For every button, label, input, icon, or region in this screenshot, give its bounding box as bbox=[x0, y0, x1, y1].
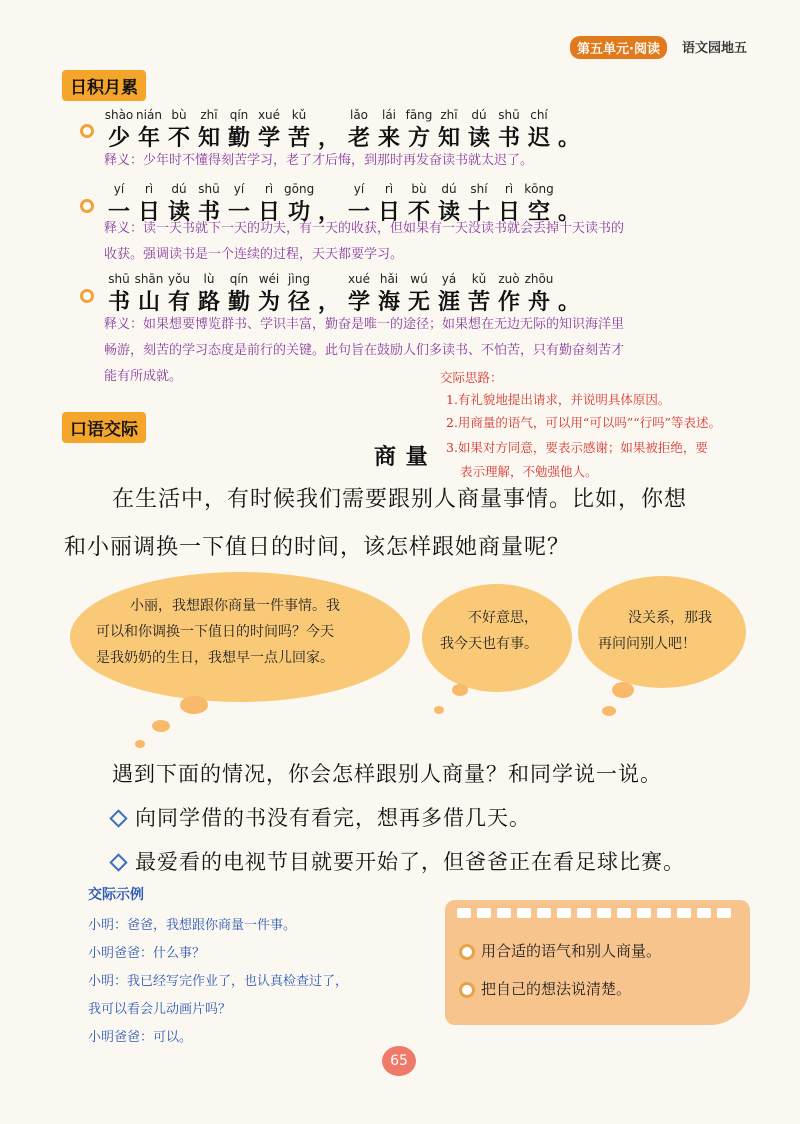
panel-stripe bbox=[457, 908, 471, 918]
panel-stripe bbox=[717, 908, 731, 918]
bubble-tail-dot bbox=[612, 682, 634, 698]
page-number: 65 bbox=[382, 1046, 416, 1076]
hanzi-char: 。 bbox=[557, 290, 580, 315]
hanzi-char: 路 bbox=[197, 290, 220, 315]
bubble-text: 小丽，我想跟你商量一件事情。我 bbox=[130, 598, 340, 614]
hanzi-char: 读 bbox=[467, 126, 490, 151]
example-line: 小明：我已经写完作业了，也认真检查过了， bbox=[88, 974, 349, 989]
hanzi-char: 径 bbox=[287, 290, 310, 315]
bubble-text: 可以和你调换一下值日的时间吗？今天 bbox=[96, 624, 334, 640]
pinyin-syllable: zhōu bbox=[524, 272, 554, 286]
hanzi-char: 日 bbox=[137, 200, 160, 225]
pinyin-syllable: kǔ bbox=[291, 108, 307, 122]
hanzi-char: 老 bbox=[347, 126, 370, 151]
pinyin-syllable: shān bbox=[134, 272, 164, 286]
hanzi-char: 无 bbox=[407, 290, 430, 315]
pinyin-syllable: rì bbox=[384, 182, 394, 196]
hanzi-char: 来 bbox=[377, 126, 400, 151]
pinyin-syllable: wéi bbox=[258, 272, 280, 286]
pinyin-syllable: kǔ bbox=[471, 272, 487, 286]
hanzi-char: 书 bbox=[107, 290, 130, 315]
explain-3b: 畅游，刻苦的学习态度是前行的关键。此句旨在鼓励人们多读书、不怕苦，只有勤奋刻苦才 bbox=[104, 343, 625, 358]
hanzi-char: 读 bbox=[437, 200, 460, 225]
hanzi-char: 山 bbox=[137, 290, 160, 315]
hanzi-char: 一 bbox=[227, 200, 250, 225]
pinyin-syllable: chí bbox=[530, 108, 548, 122]
pinyin-syllable: yí bbox=[233, 182, 245, 196]
pinyin-syllable: rì bbox=[264, 182, 274, 196]
pinyin-syllable: yí bbox=[353, 182, 365, 196]
hanzi-char: 。 bbox=[557, 126, 580, 151]
hanzi-char: 迟 bbox=[527, 126, 550, 151]
pinyin-syllable: jìng bbox=[288, 272, 310, 286]
bubble-tail-dot bbox=[602, 706, 616, 716]
hanzi-char: 书 bbox=[497, 126, 520, 151]
bubble-text: 是我奶奶的生日，我想早一点儿回家。 bbox=[96, 650, 334, 666]
panel-stripe bbox=[637, 908, 651, 918]
hanzi-char: 空 bbox=[527, 200, 550, 225]
note-line-2: 2.用商量的语气，可以用“可以吗”“行吗”等表述。 bbox=[446, 415, 721, 430]
pinyin-syllable: shū bbox=[498, 108, 520, 122]
example-line: 小明爸爸：可以。 bbox=[88, 1030, 193, 1045]
note-title: 交际思路： bbox=[440, 370, 503, 385]
pinyin-syllable: bù bbox=[411, 182, 427, 196]
panel-stripe bbox=[697, 908, 711, 918]
hanzi-char: ， bbox=[317, 290, 340, 315]
hanzi-char: 年 bbox=[137, 126, 160, 151]
hanzi-char: 。 bbox=[557, 200, 580, 225]
bubble-text: 我今天也有事。 bbox=[440, 636, 538, 652]
panel-stripe bbox=[517, 908, 531, 918]
example-line: 我可以看会儿动画片吗？ bbox=[88, 1002, 232, 1017]
pinyin-syllable: shū bbox=[108, 272, 130, 286]
hanzi-char: 为 bbox=[257, 290, 280, 315]
bubble-text: 不好意思， bbox=[468, 610, 538, 626]
hanzi-char: 不 bbox=[167, 126, 190, 151]
pinyin-syllable: shí bbox=[470, 182, 488, 196]
section-title: 语文园地五 bbox=[682, 41, 748, 56]
case-item-1: 向同学借的书没有看完，想再多借几天。 bbox=[112, 802, 531, 832]
panel-stripe bbox=[497, 908, 511, 918]
hanzi-char: 功 bbox=[287, 200, 310, 225]
section-heading-kouyu: 口语交际 bbox=[62, 412, 146, 443]
pinyin-syllable: lù bbox=[203, 272, 215, 286]
bubble-text: 再问问别人吧！ bbox=[598, 636, 696, 652]
pinyin-syllable: lái bbox=[381, 108, 397, 122]
bubble-tail-dot bbox=[152, 720, 170, 732]
panel-stripe bbox=[597, 908, 611, 918]
pinyin-syllable: yǒu bbox=[167, 272, 191, 286]
note-line-1: 1.有礼貌地提出请求，并说明具体原因。 bbox=[446, 392, 671, 407]
panel-stripe bbox=[557, 908, 571, 918]
pinyin-syllable: dú bbox=[441, 182, 457, 196]
pinyin-syllable bbox=[314, 182, 344, 196]
hanzi-char: 知 bbox=[437, 126, 460, 151]
pinyin-syllable: fāng bbox=[405, 108, 433, 122]
unit-tag: 第五单元·阅读 bbox=[570, 36, 667, 59]
intro-line-2: 和小丽调换一下值日的时间，该怎样跟她商量呢？ bbox=[64, 535, 571, 560]
hanzi-char: 一 bbox=[347, 200, 370, 225]
ring-icon bbox=[459, 982, 475, 998]
bubble-tail-dot bbox=[180, 696, 208, 714]
hanzi-char: ， bbox=[317, 200, 340, 225]
panel-stripe bbox=[657, 908, 671, 918]
hanzi-char: 日 bbox=[497, 200, 520, 225]
pinyin-syllable: kōng bbox=[524, 182, 554, 196]
hanzi-char: 读 bbox=[167, 200, 190, 225]
hanzi-char: 少 bbox=[107, 126, 130, 151]
hanzi-char: 勤 bbox=[227, 290, 250, 315]
pinyin-syllable: qín bbox=[229, 108, 249, 122]
pinyin-row-1 bbox=[104, 108, 554, 122]
tips-panel bbox=[445, 900, 750, 1025]
pinyin-syllable: yá bbox=[441, 272, 457, 286]
hanzi-char: 书 bbox=[197, 200, 220, 225]
example-title: 交际示例 bbox=[88, 887, 144, 903]
pinyin-syllable: xué bbox=[257, 108, 281, 122]
hanzi-char: 苦 bbox=[467, 290, 490, 315]
bullet-icon bbox=[80, 199, 94, 213]
pinyin-syllable: shào bbox=[104, 108, 134, 122]
pinyin-syllable: lǎo bbox=[349, 108, 369, 122]
pinyin-syllable: zuò bbox=[498, 272, 520, 286]
ring-icon bbox=[459, 944, 475, 960]
hanzi-char: 作 bbox=[497, 290, 520, 315]
hanzi-char: 舟 bbox=[527, 290, 550, 315]
pinyin-syllable: wú bbox=[410, 272, 428, 286]
note-line-3: 3.如果对方同意，要表示感谢；如果被拒绝，要 bbox=[446, 440, 708, 455]
hanzi-char: 涯 bbox=[437, 290, 460, 315]
explain-1: 释义：少年时不懂得刻苦学习，老了才后悔，到那时再发奋读书就太迟了。 bbox=[104, 153, 534, 168]
pinyin-syllable: yí bbox=[113, 182, 125, 196]
pinyin-syllable bbox=[314, 272, 344, 286]
intro-line-1: 在生活中，有时候我们需要跟别人商量事情。比如，你想 bbox=[112, 487, 688, 512]
pinyin-syllable: gōng bbox=[284, 182, 315, 196]
hanzi-char: 日 bbox=[377, 200, 400, 225]
panel-stripe bbox=[577, 908, 591, 918]
hanzi-char: ， bbox=[317, 126, 340, 151]
pinyin-syllable: zhī bbox=[440, 108, 458, 122]
hanzi-char: 苦 bbox=[287, 126, 310, 151]
hanzi-char: 不 bbox=[407, 200, 430, 225]
explain-3a: 释义：如果想要博览群书、学识丰富，勤奋是唯一的途径；如果想在无边无际的知识海洋里 bbox=[104, 317, 625, 332]
pinyin-syllable: nián bbox=[136, 108, 162, 122]
diamond-icon bbox=[109, 809, 127, 827]
explain-2a: 释义：读一天书就下一天的功夫，有一天的收获，但如果有一天没读书就会丢掉十天读书的 bbox=[104, 221, 625, 236]
pinyin-syllable: dú bbox=[171, 182, 187, 196]
bullet-icon bbox=[80, 289, 94, 303]
section-heading-rijiyuelei: 日积月累 bbox=[62, 70, 146, 101]
pinyin-syllable: zhī bbox=[200, 108, 218, 122]
panel-stripe bbox=[477, 908, 491, 918]
explain-2b: 收获。强调读书是一个连续的过程，天天都要学习。 bbox=[104, 247, 404, 262]
panel-stripe bbox=[617, 908, 631, 918]
explain-3c: 能有所成就。 bbox=[104, 369, 183, 384]
diamond-icon bbox=[109, 853, 127, 871]
hanzi-char: 十 bbox=[467, 200, 490, 225]
pinyin-syllable: rì bbox=[504, 182, 514, 196]
bubble-tail-dot bbox=[452, 684, 468, 696]
pinyin-syllable: xué bbox=[347, 272, 371, 286]
hanzi-char: 学 bbox=[347, 290, 370, 315]
hanzi-char: 一 bbox=[107, 200, 130, 225]
topic-title: 商 量 bbox=[374, 444, 429, 470]
example-line: 小明爸爸：什么事？ bbox=[88, 946, 206, 961]
hanzi-char: 勤 bbox=[227, 126, 250, 151]
example-line: 小明：爸爸，我想跟你商量一件事。 bbox=[88, 918, 297, 933]
bubble-text: 没关系，那我 bbox=[628, 610, 712, 626]
hanzi-char: 学 bbox=[257, 126, 280, 151]
pinyin-syllable: hǎi bbox=[379, 272, 399, 286]
bubble-tail-dot bbox=[135, 740, 145, 748]
pinyin-syllable: bù bbox=[171, 108, 187, 122]
pinyin-syllable: dú bbox=[471, 108, 487, 122]
tip-2: 把自己的想法说清楚。 bbox=[459, 978, 631, 999]
case-item-2: 最爱看的电视节目就要开始了，但爸爸正在看足球比赛。 bbox=[112, 846, 685, 876]
hanzi-char: 有 bbox=[167, 290, 190, 315]
hanzi-char: 知 bbox=[197, 126, 220, 151]
panel-stripe bbox=[537, 908, 551, 918]
pinyin-syllable: qín bbox=[229, 272, 249, 286]
bubble-tail-dot bbox=[434, 706, 444, 714]
task-text: 遇到下面的情况，你会怎样跟别人商量？和同学说一说。 bbox=[112, 762, 662, 786]
pinyin-row-3 bbox=[104, 272, 554, 286]
pinyin-syllable: rì bbox=[144, 182, 154, 196]
hanzi-char: 方 bbox=[407, 126, 430, 151]
note-line-4: 表示理解，不勉强他人。 bbox=[460, 464, 598, 479]
pinyin-syllable bbox=[314, 108, 344, 122]
pinyin-row-2 bbox=[104, 182, 554, 196]
hanzi-char: 海 bbox=[377, 290, 400, 315]
panel-stripe bbox=[677, 908, 691, 918]
tip-1: 用合适的语气和别人商量。 bbox=[459, 940, 661, 961]
hanzi-char: 日 bbox=[257, 200, 280, 225]
bullet-icon bbox=[80, 124, 94, 138]
pinyin-syllable: shū bbox=[198, 182, 220, 196]
